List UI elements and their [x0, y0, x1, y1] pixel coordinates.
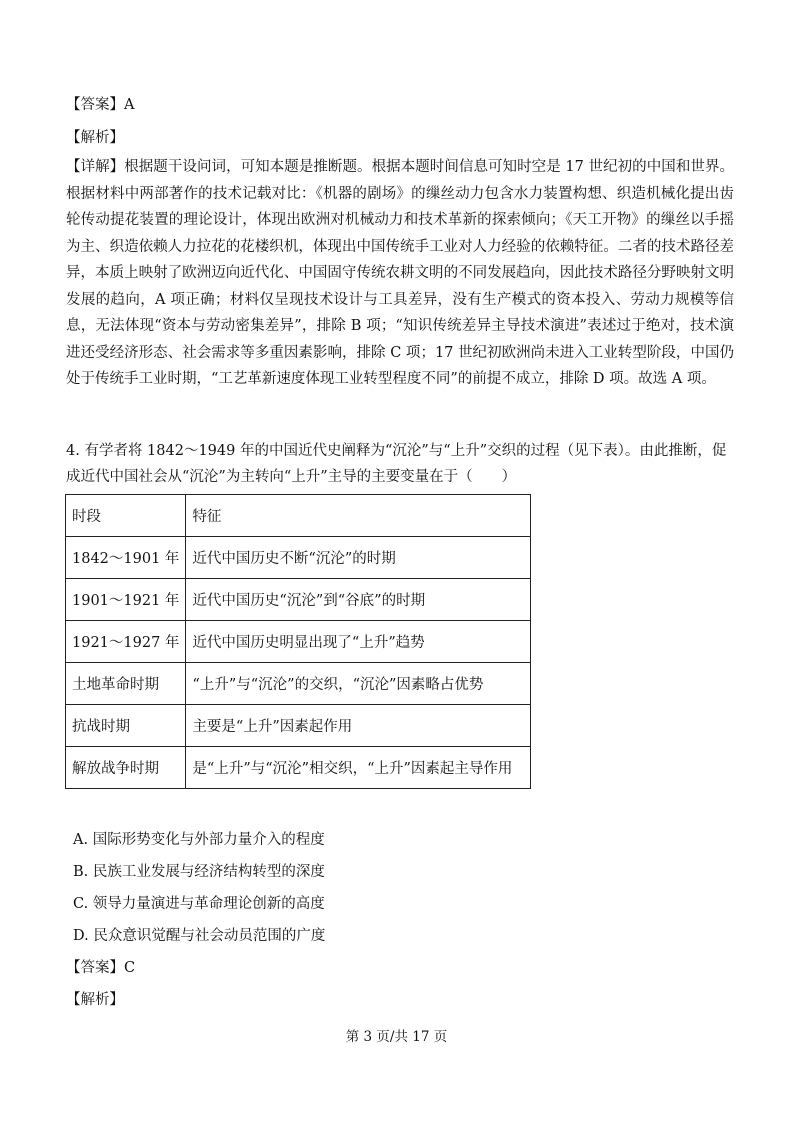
table-cell-period: 抗战时期: [66, 705, 186, 747]
option-a: A. 国际形势变化与外部力量介入的程度: [73, 832, 325, 848]
table-row: [66, 705, 531, 747]
table-row: [66, 663, 531, 705]
question-analysis-label: 【解析】: [66, 992, 124, 1008]
prev-analysis-label: 【解析】: [66, 130, 124, 146]
table-cell-feature: 近代中国历史明显出现了“上升”趋势: [186, 621, 531, 663]
table-header-cell: 特征: [186, 495, 531, 537]
table-cell-feature: 近代中国历史“沉沦”到“谷底”的时期: [186, 579, 531, 621]
table-cell-period: 解放战争时期: [66, 747, 186, 789]
table-row: [66, 621, 531, 663]
table-cell-period: 1901～1921 年: [66, 579, 186, 621]
page-number: 第 3 页/共 17 页: [345, 1029, 448, 1045]
table-cell-period: 1842～1901 年: [66, 537, 186, 579]
question-answer: 【答案】C: [66, 960, 136, 976]
question-stem: 4. 有学者将 1842～1949 年的中国近代史阐释为“沉沦”与“上升”交织的过程（见下表）。由此推断，促成近代中国社会从“沉沦”为主转向“上升”主导的主要变量在于（ ）: [66, 443, 727, 485]
table-row: [66, 747, 531, 789]
prev-answer: 【答案】A: [66, 97, 135, 113]
table-cell-period: 土地革命时期: [66, 663, 186, 705]
table-cell-feature: 主要是“上升”因素起作用: [186, 705, 531, 747]
table-cell-feature: 是“上升”与“沉沦”相交织，“上升”因素起主导作用: [186, 747, 531, 789]
option-d: D. 民众意识觉醒与社会动员范围的广度: [73, 928, 326, 944]
option-c: C. 领导力量演进与革命理论创新的高度: [73, 896, 325, 912]
period-feature-table: [65, 494, 531, 789]
table-row: [66, 579, 531, 621]
table-header-cell: 时段: [66, 495, 186, 537]
prev-detail-paragraph: 【详解】根据题干设问词，可知本题是推断题。根据本题时间信息可知时空是 17 世纪初的中国和世界。根据材料中两部著作的技术记载对比：《机器的剧场》的缫丝动力包含水力装置构想、织造机械化提出齿轮传动提花装置的理论设计，体现出欧洲对机械动力和技术革新的探索倾向；《天工开物》的缫丝以手摇为主、织造依赖人力拉花的花楼织机，体现出中国传统手工业对人力经验的依赖特征。二者的技术路径差异，本质上映射了欧洲迈向近代化、中国固守传统农耕文明的不同发展趋向，因此技术路径分野映射文明发展的趋向，A 项正确；材料仅呈现技术设计与工具差异，没有生产模式的资本投入、劳动力规模等信息，无法体现“资本与劳动密集差异”，排除 B 项；“知识传统差异主导技术演进”表述过于绝对，技术演进还受经济形态、社会需求等多重因素影响，排除 C 项；17 世纪初欧洲尚未进入工业转型阶段，中国仍处于传统手工业时期，“工艺革新速度体现工业转型程度不同”的前提不成立，排除 D 项。故选 A 项。: [66, 159, 734, 387]
table-cell-feature: 近代中国历史不断“沉沦”的时期: [186, 537, 531, 579]
option-b: B. 民族工业发展与经济结构转型的深度: [73, 864, 325, 880]
table-header-row: [66, 495, 531, 537]
table-cell-feature: “上升”与“沉沦”的交织，“沉沦”因素略占优势: [186, 663, 531, 705]
table-row: [66, 537, 531, 579]
table-cell-period: 1921～1927 年: [66, 621, 186, 663]
